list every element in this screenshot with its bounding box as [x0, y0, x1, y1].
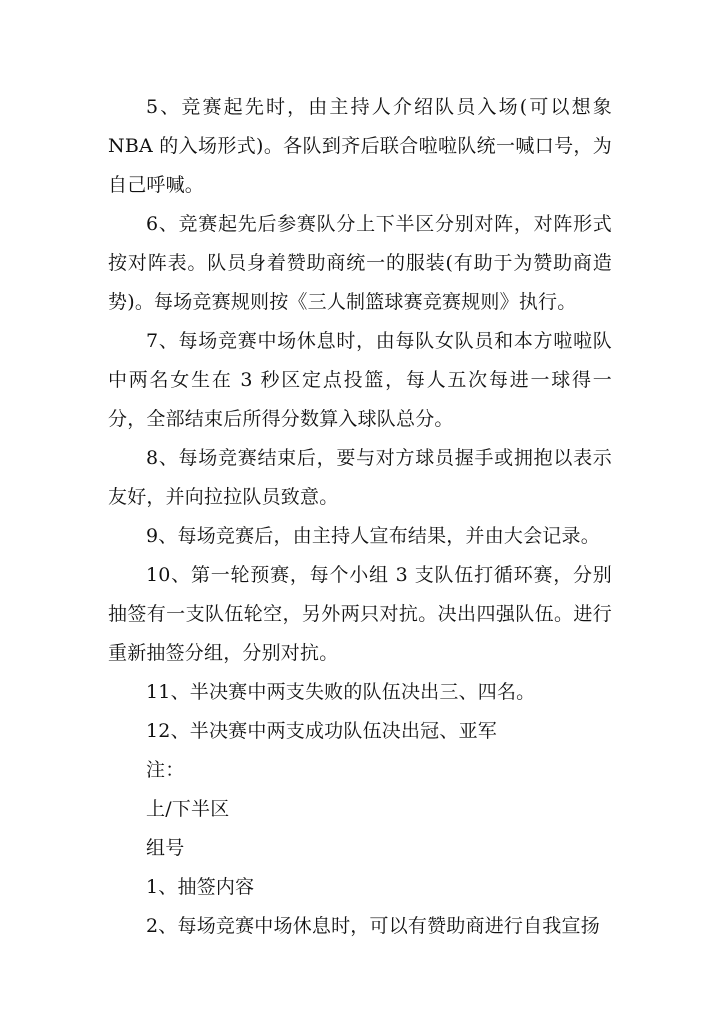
note-half-zone: 上/下半区: [146, 798, 230, 820]
paragraph-rule-9: 9、每场竞赛后，由主持人宣布结果，并由大会记录。: [146, 525, 600, 547]
paragraph-rule-7: 7、每场竞赛中场休息时，由每队女队员和本方啦啦队中两名女生在 3 秒区定点投篮，每人五次每进一球得一分，全部结束后所得分数算入球队总分。: [108, 330, 612, 430]
note-sponsor-promotion: 2、每场竞赛中场休息时，可以有赞助商进行自我宣扬: [146, 915, 600, 937]
paragraph-rule-10: 10、第一轮预赛，每个小组 3 支队伍打循环赛，分别抽签有一支队伍轮空，另外两只对抗。决出四强队伍。进行重新抽签分组，分别对抗。: [108, 564, 612, 664]
paragraph-rule-11: 11、半决赛中两支失败的队伍决出三、四名。: [146, 681, 536, 703]
paragraph-rule-12: 12、半决赛中两支成功队伍决出冠、亚军: [146, 720, 497, 742]
note-label: 注：: [146, 759, 185, 781]
note-draw-content: 1、抽签内容: [146, 876, 255, 898]
note-group-number: 组号: [146, 837, 185, 859]
paragraph-rule-6: 6、竞赛起先后参赛队分上下半区分别对阵，对阵形式按对阵表。队员身着赞助商统一的服装(有助于为赞助商造势)。每场竞赛规则按《三人制篮球赛竞赛规则》执行。: [108, 213, 612, 313]
document-body: [108, 88, 612, 946]
paragraph-rule-5: 5、竞赛起先时，由主持人介绍队员入场(可以想象 NBA 的入场形式)。各队到齐后联合啦啦队统一喊口号，为自己呼喊。: [108, 96, 612, 196]
paragraph-rule-8: 8、每场竞赛结束后，要与对方球员握手或拥抱以表示友好，并向拉拉队员致意。: [108, 447, 612, 508]
